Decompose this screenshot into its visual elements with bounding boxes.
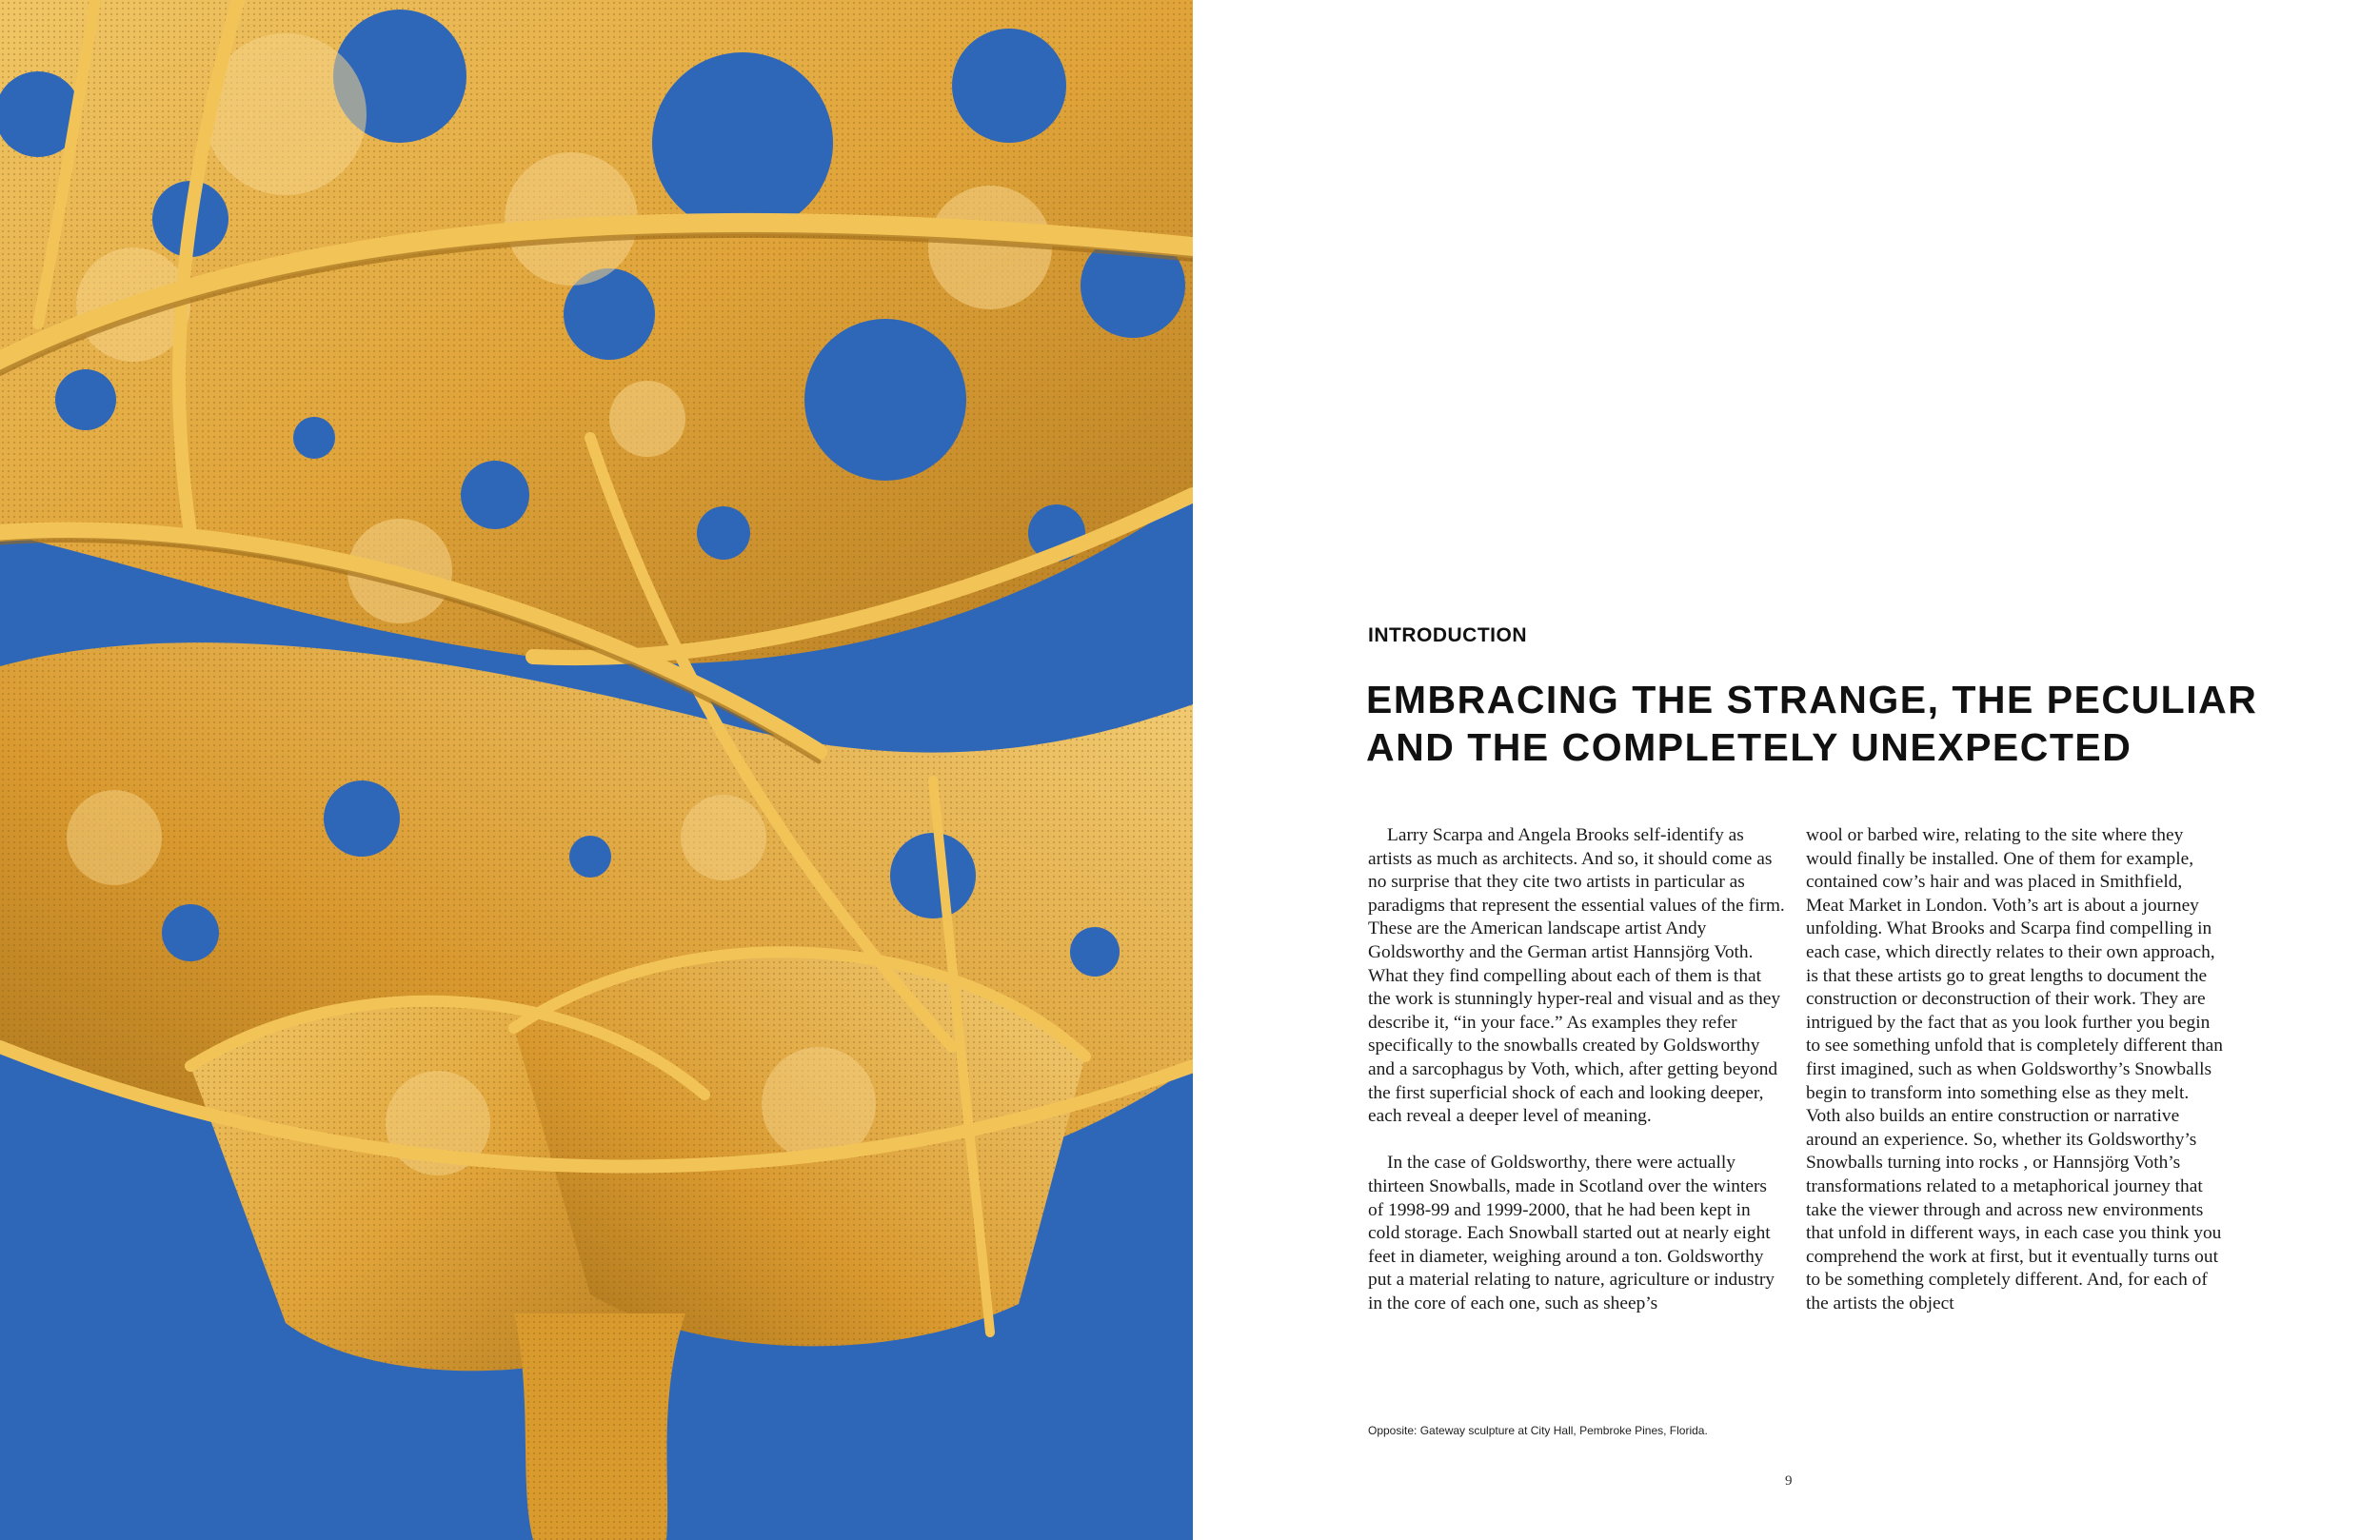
body-column-left: [1368, 824, 1785, 1315]
body-paragraph: Larry Scarpa and Angela Brooks self-identify as artists as much as architects. And so, it should come as no surprise that they cite two artists in particular as paradigms that represent the essential values of the firm. These are the American landscape artist Andy Goldsworthy and the German artist Hannsjörg Voth. What they find compelling about each of them is that the work is stunningly hyper-real and visual and as they describe it, “in your face.” As examples they refer specifically to the snowballs created by Goldsworthy and a sarcophagus by Voth, which, after getting beyond the first superficial shock of each and looking deeper, each reveal a deeper level of meaning.: [1368, 825, 1785, 1127]
body-column-right: [1806, 824, 2223, 1315]
article-headline: [1366, 676, 2337, 771]
text-page: [1193, 0, 2380, 1540]
headline-line-2: AND THE COMPLETELY UNEXPECTED: [1366, 725, 2132, 769]
body-paragraph: wool or barbed wire, relating to the site where they would finally be installed. One of them for example, contained cow’s hair and was placed in Smithfield, Meat Market in London. Voth’s art is about a journey unfolding. What Brooks and Scarpa find compelling in each case, which directly relates to their own approach, is that these artists go to great lengths to document the construction or deconstruction of their work. They are intrigued by the fact that as you look further you begin to see something unfold that is completely different than first imagined, such as when Goldsworthy’s Snowballs begin to transform into something else as they melt. Voth also builds an entire construction or narrative around an experience. So, whether its Goldsworthy’s Snowballs turning into rocks , or Hannsjörg Voth’s transformations related to a metaphorical journey that take the viewer through and across new environments that unfold in different ways, in each case you think you comprehend the work at first, but it eventually turns out to be something completely different. And, for each of the artists the object: [1806, 825, 2223, 1313]
page-number: 9: [1785, 1473, 1793, 1489]
body-paragraph: In the case of Goldsworthy, there were actually thirteen Snowballs, made in Scotland over the winters of 1998-99 and 1999-2000, that he had been kept in cold storage. Each Snowball started out at nearly eight feet in diameter, weighing around a ton. Goldsworthy put a material relating to nature, agriculture or industry in the core of each one, such as sheep’s: [1368, 1153, 1775, 1313]
section-kicker: INTRODUCTION: [1368, 624, 1527, 646]
photo-caption: Opposite: Gateway sculpture at City Hall, Pembroke Pines, Florida.: [1368, 1424, 1708, 1437]
headline-line-1: EMBRACING THE STRANGE, THE PECULIAR: [1366, 678, 2258, 721]
sculpture-base: [514, 1313, 685, 1540]
